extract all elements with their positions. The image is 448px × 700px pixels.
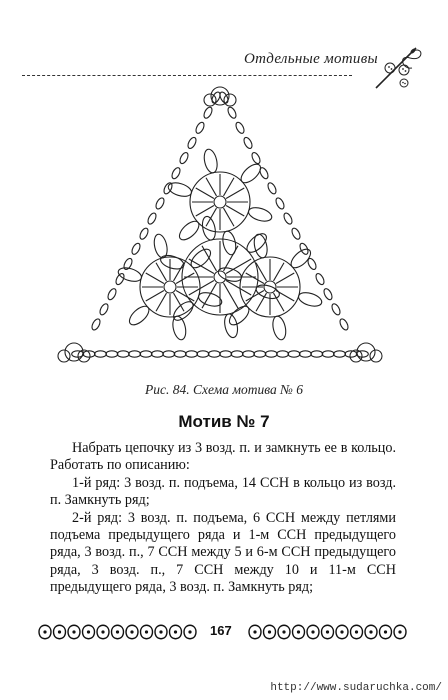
instructions-text bbox=[50, 440, 396, 597]
figure-caption: Рис. 84. Схема мотива № 6 bbox=[145, 382, 303, 397]
header-dashed-rule bbox=[22, 75, 352, 76]
section-title: Отдельные мотивы bbox=[244, 51, 378, 67]
lace-border-left bbox=[38, 621, 200, 643]
motif-title: Мотив № 7 bbox=[178, 412, 270, 431]
page-footer bbox=[38, 621, 410, 643]
lace-border-right bbox=[248, 621, 410, 643]
page-header bbox=[22, 44, 428, 84]
paragraph: 2-й ряд: 3 возд. п. подъема, 6 ССН между петлями подъема предыдущего ряда и 1-м ССН предыдущего ряда, 3 возд. п., 7 ССН между 5 и 6-м ССН предыдущего ряда, 3 возд. п., 7 ССН между 10 и 11-м ССН предыдущего ряда, 3 возд. п. Замкнуть ряд; bbox=[50, 509, 396, 596]
crochet-motif-diagram bbox=[52, 82, 388, 380]
page-number: 167 bbox=[210, 623, 232, 638]
paragraph: Набрать цепочку из 3 возд. п. и замкнуть ее в кольцо. Работать по описанию: bbox=[50, 440, 396, 474]
paragraph: 1-й ряд: 3 возд. п. подъема, 14 ССН в кольцо из возд. п. Замкнуть ряд; bbox=[50, 474, 396, 509]
watermark-url: http://www.sudaruchka.com/ bbox=[270, 682, 442, 694]
